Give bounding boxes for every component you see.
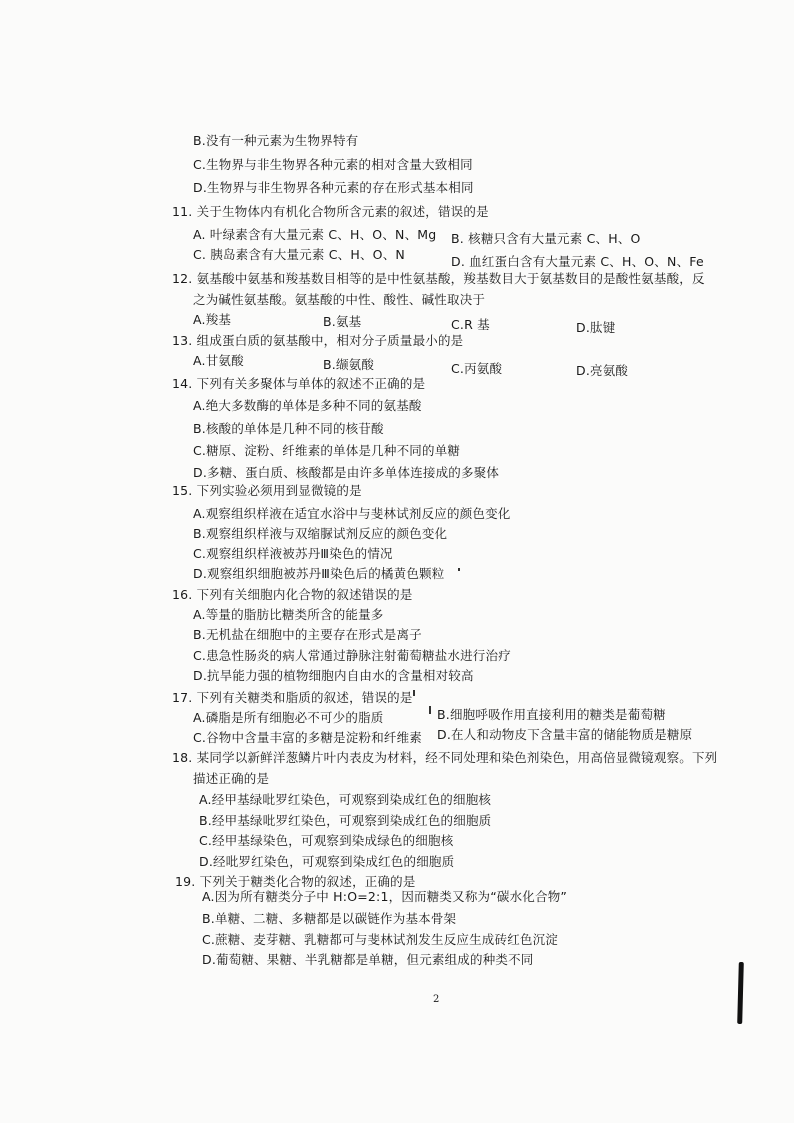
q15-stem: 下列实验必须用到显微镜的是: [196, 483, 362, 498]
q11-option-b: B. 核糖只含有大量元素 C、H、O: [451, 231, 641, 246]
q16-option-a: A.等量的脂肪比糖类所含的能量多: [193, 607, 384, 622]
q13-option-a: A.甘氨酸: [193, 353, 244, 368]
q12-option-b: B.氨基: [323, 314, 362, 329]
q14-stem: 下列有关多聚体与单体的叙述不正确的是: [196, 376, 426, 391]
q13-option-c: C.丙氨酸: [451, 361, 503, 376]
q12-stem-line2: 之为碱性氨基酸。氨基酸的中性、酸性、碱性取决于: [193, 292, 486, 307]
q15-option-b: B.观察组织样液与双缩脲试剂反应的颜色变化: [193, 526, 448, 541]
q12-option-d: D.肽键: [576, 320, 616, 335]
q18-stem-line1: [172, 750, 717, 766]
q14-stem-line: [172, 376, 425, 392]
q12-number: 12.: [172, 271, 193, 286]
q18-number: 18.: [172, 750, 193, 765]
q12-stem-1: 氨基酸中氨基和羧基数目相等的是中性氨基酸，羧基数目大于氨基数目的是酸性氨基酸，反: [196, 271, 705, 286]
q16-option-b: B.无机盐在细胞中的主要存在形式是离子: [193, 627, 422, 642]
q15-number: 15.: [172, 483, 193, 498]
q18-stem-line2: 描述正确的是: [193, 771, 270, 786]
q10-option-d: D.生物界与非生物界各种元素的存在形式基本相同: [193, 180, 474, 195]
q13-stem-line: [172, 333, 463, 349]
q14-option-d: D.多糖、蛋白质、核酸都是由许多单体连接成的多聚体: [193, 465, 500, 480]
q13-number: 13.: [172, 333, 193, 348]
q15-option-c: C.观察组织样液被苏丹Ⅲ染色的情况: [193, 546, 393, 561]
q18-option-d: D.经吡罗红染色，可观察到染成红色的细胞质: [199, 854, 455, 869]
q19-stem-line: [175, 874, 416, 890]
q12-stem-line1: [172, 271, 705, 287]
q19-option-d: D.葡萄糖、果糖、半乳糖都是单糖，但元素组成的种类不同: [202, 952, 534, 967]
q17-stem-line: [172, 690, 413, 706]
q12-option-a: A.羧基: [193, 312, 232, 327]
q16-stem: 下列有关细胞内化合物的叙述错误的是: [196, 587, 413, 602]
q18-option-c: C.经甲基绿染色，可观察到染成绿色的细胞核: [199, 833, 454, 848]
q15-option-a: A.观察组织样液在适宜水浴中与斐林试剂反应的颜色变化: [193, 506, 511, 521]
q13-option-d: D.亮氨酸: [576, 363, 629, 378]
q18-stem-1: 某同学以新鲜洋葱鳞片叶内表皮为材料，经不同处理和染色剂染色，用高倍显微镜观察。下列: [196, 750, 718, 765]
q18-option-a: A.经甲基绿吡罗红染色，可观察到染成红色的细胞核: [199, 792, 492, 807]
q14-option-c: C.糖原、淀粉、纤维素的单体是几种不同的单糖: [193, 443, 461, 458]
scan-speck: [429, 706, 431, 714]
q17-option-b: B.细胞呼吸作用直接利用的糖类是葡萄糖: [437, 707, 666, 722]
q17-number: 17.: [172, 690, 193, 705]
q19-stem: 下列关于糖类化合物的叙述，正确的是: [199, 874, 416, 889]
page-number: 2: [433, 994, 440, 1005]
q19-number: 19.: [175, 874, 196, 889]
q14-option-a: A.绝大多数酶的单体是多种不同的氨基酸: [193, 398, 422, 413]
q11-number: 11.: [172, 204, 193, 219]
q16-option-d: D.抗旱能力强的植物细胞内自由水的含量相对较高: [193, 668, 474, 683]
q14-option-b: B.核酸的单体是几种不同的核苷酸: [193, 421, 384, 436]
q17-option-c: C.谷物中含量丰富的多糖是淀粉和纤维素: [193, 730, 423, 745]
q11-option-c: C. 胰岛素含有大量元素 C、H、O、N: [193, 247, 405, 262]
q16-option-c: C.患急性肠炎的病人常通过静脉注射葡萄糖盐水进行治疗: [193, 648, 511, 663]
q10-option-c: C.生物界与非生物界各种元素的相对含量大致相同: [193, 157, 473, 172]
q10-option-b: B.没有一种元素为生物界特有: [193, 133, 359, 148]
q17-stem: 下列有关糖类和脂质的叙述，错误的是: [196, 690, 413, 705]
q11-stem: 关于生物体内有机化合物所含元素的叙述，错误的是: [196, 204, 489, 219]
q19-option-b: B.单糖、二糖、多糖都是以碳链作为基本骨架: [202, 911, 457, 926]
q13-option-b: B.缬氨酸: [323, 357, 375, 372]
q18-option-b: B.经甲基绿吡罗红染色，可观察到染成红色的细胞质: [199, 813, 492, 828]
scan-speck: [458, 568, 460, 571]
q12-option-c: C.R 基: [451, 317, 490, 332]
q19-option-a: A.因为所有糖类分子中 H:O=2:1，因而糖类又称为“碳水化合物”: [202, 889, 568, 904]
q13-stem: 组成蛋白质的氨基酸中，相对分子质量最小的是: [196, 333, 464, 348]
q11-stem-line: [172, 204, 489, 220]
q17-option-a: A.磷脂是所有细胞必不可少的脂质: [193, 710, 384, 725]
scan-edge-mark: [737, 962, 744, 1024]
scan-speck: [413, 690, 415, 696]
q15-stem-line: [172, 483, 362, 499]
q16-number: 16.: [172, 587, 193, 602]
q19-option-c: C.蔗糖、麦芽糖、乳糖都可与斐林试剂发生反应生成砖红色沉淀: [202, 932, 559, 947]
q11-option-a: A. 叶绿素含有大量元素 C、H、O、N、Mg: [193, 227, 437, 242]
q14-number: 14.: [172, 376, 193, 391]
q16-stem-line: [172, 587, 413, 603]
q15-option-d: D.观察组织细胞被苏丹Ⅲ染色后的橘黄色颗粒: [193, 566, 445, 581]
q11-option-d: D. 血红蛋白含有大量元素 C、H、O、N、Fe: [451, 254, 704, 269]
q17-option-d: D.在人和动物皮下含量丰富的储能物质是糖原: [437, 727, 693, 742]
